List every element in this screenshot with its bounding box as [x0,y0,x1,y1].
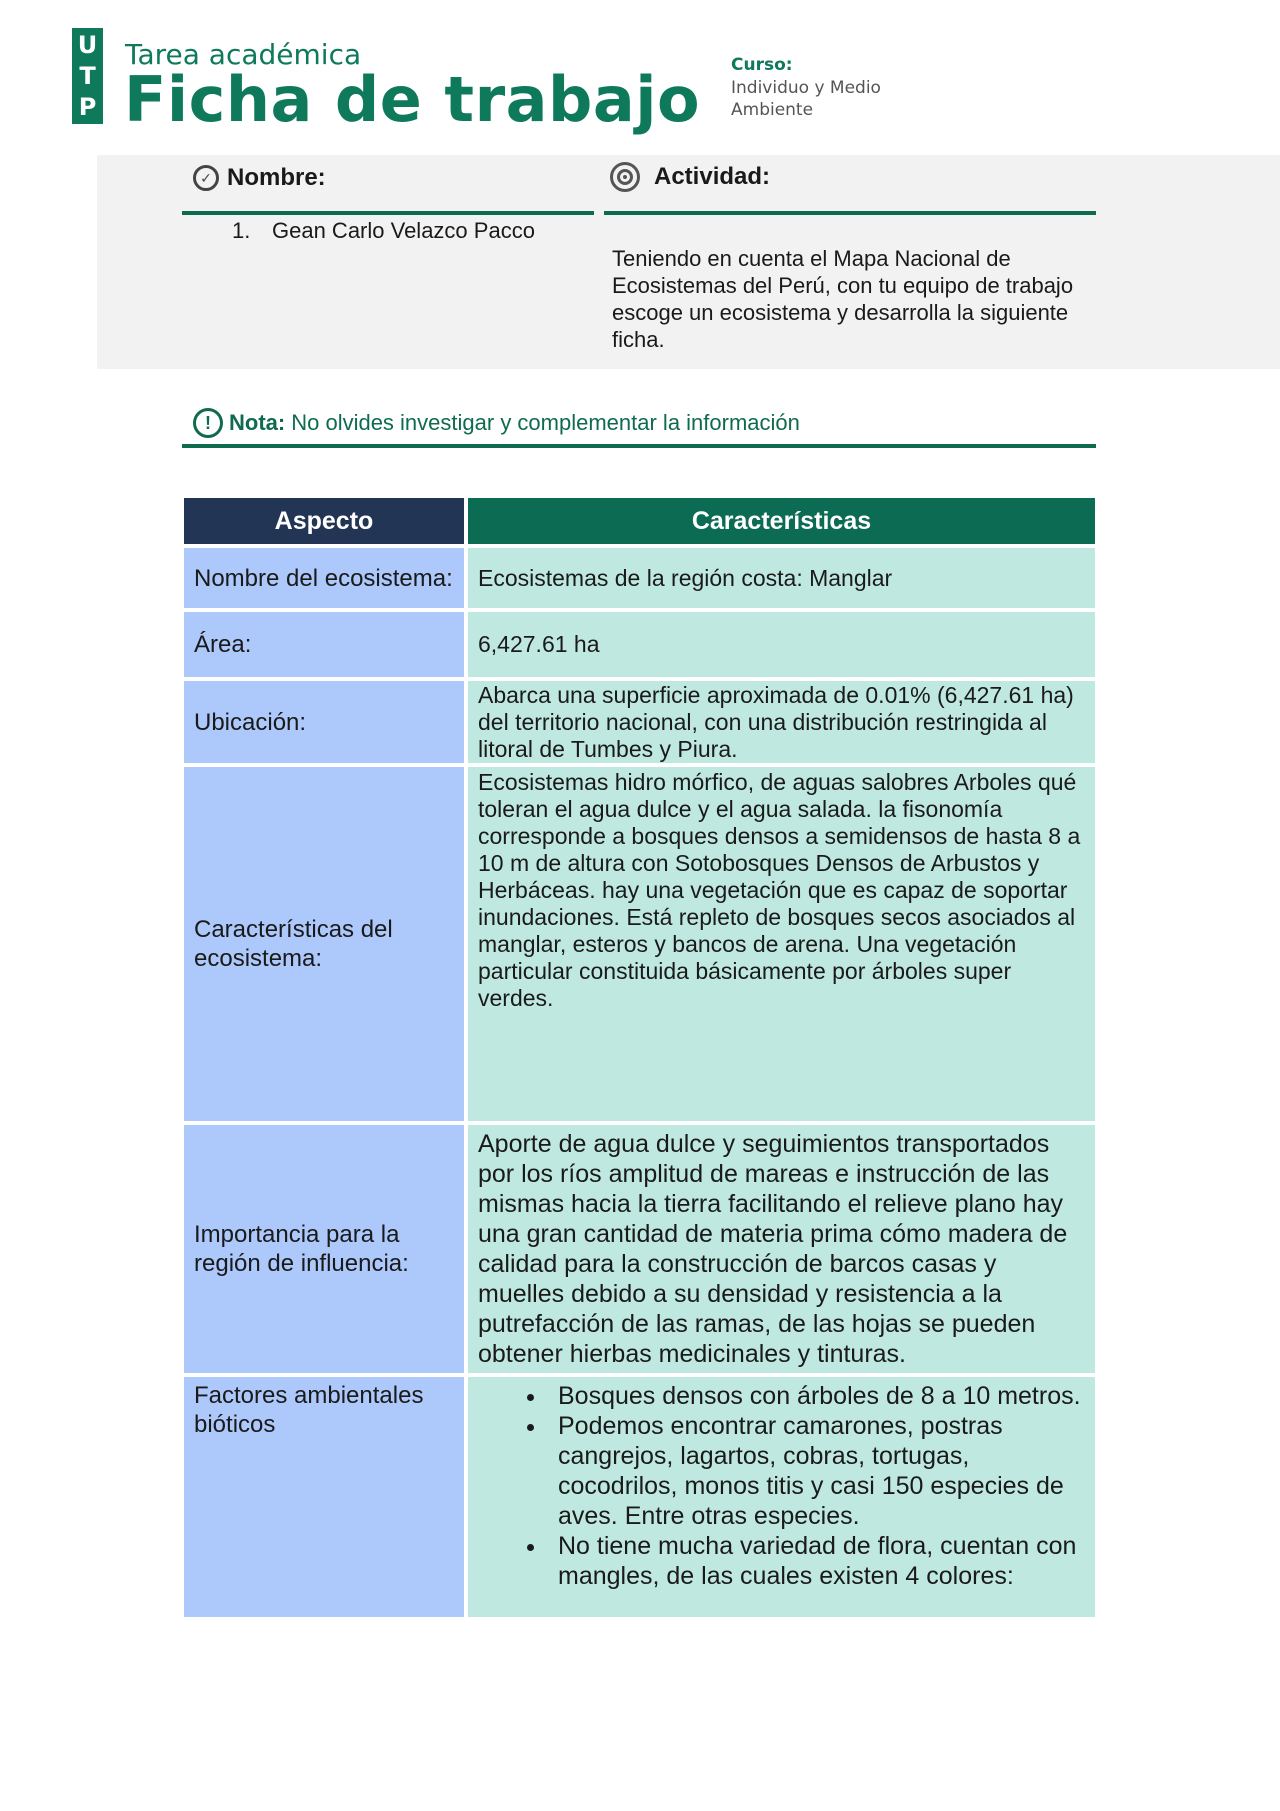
logo-letter: U [77,31,98,59]
name-number: 1. [232,218,251,243]
table-row [184,1377,1095,1617]
table-row [184,612,1095,677]
value-cell [468,1377,1095,1617]
aspect-cell: Factores ambientales bióticos [184,1377,464,1617]
name-divider [182,211,594,215]
table-row [184,767,1095,1121]
header-aspect: Aspecto [184,498,464,544]
biotic-factors-list [468,1381,1085,1591]
name-list-item [232,218,535,244]
aspect-cell: Nombre del ecosistema: [184,548,464,608]
activity-divider [604,211,1096,215]
logo-letter: T [79,62,96,90]
value-cell: Ecosistemas hidro mórfico, de aguas salobres Arboles qué toleran el agua dulce y el agua salada. la fisonomía corresponde a bosques densos a semidensos de hasta 8 a 10 m de altura con Sotobosques Densos de Arbustos y Herbáceas. hay una vegetación que es capaz de soportar inundaciones. Está repleto de bosques secos asociados al manglar, esteros y bancos de arena. Una vegetación particular constituida básicamente por árboles super verdes. [468,767,1095,1121]
note-divider [182,444,1096,448]
document-subtitle: Tarea académica [125,38,362,71]
target-icon [610,162,640,192]
aspect-cell: Área: [184,612,464,677]
logo-letter: P [78,93,97,121]
table-row [184,548,1095,608]
exclamation-icon: ! [193,408,223,438]
ecosystem-table [184,498,1095,1621]
value-cell: Aporte de agua dulce y seguimientos transportados por los ríos amplitud de mareas e instrucción de las mismas hacia la tierra facilitando el relieve plano hay una gran cantidad de materia prima cómo madera de calidad para la construcción de barcos casas y muelles debido a su densidad y resistencia a la putrefacción de las ramas, de las hojas se pueden obtener hierbas medicinales y tinturas. [468,1125,1095,1373]
table-row [184,1125,1095,1373]
value-cell: Abarca una superficie aproximada de 0.01% (6,427.61 ha) del territorio nacional, con una distribución restringida al litoral de Tumbes y Piura. [468,681,1095,763]
header-characteristics: Características [468,498,1095,544]
activity-text: Teniendo en cuenta el Mapa Nacional de Ecosistemas del Perú, con tu equipo de trabajo escoge un ecosistema y desarrolla la siguiente ficha. [612,246,1074,352]
document-title: Ficha de trabajo [124,63,701,136]
value-cell: 6,427.61 ha [468,612,1095,677]
name-heading [193,164,326,192]
aspect-cell: Ubicación: [184,681,464,763]
check-badge-icon: ✓ [193,165,219,191]
activity-label: Actividad: [654,163,771,190]
table-header-row [184,498,1095,544]
note-label: Nota: [229,410,286,435]
course-name: Individuo y Medio Ambiente [731,78,881,120]
student-name: Gean Carlo Velazco Pacco [272,218,535,243]
value-cell: Ecosistemas de la región costa: Manglar [468,548,1095,608]
aspect-cell: Características del ecosistema: [184,767,464,1121]
activity-heading [610,162,770,192]
list-item: • No tiene mucha variedad de flora, cuentan con mangles, de las cuales existen 4 colores: [548,1531,1085,1591]
utp-logo [72,28,103,124]
aspect-cell: Importancia para la región de influencia: [184,1125,464,1373]
note [193,408,800,438]
list-item: • Podemos encontrar camarones, postras cangrejos, lagartos, cobras, tortugas, cocodrilos, monos titis y casi 150 especies de aves. Entre otras especies. [548,1411,1085,1531]
name-label: Nombre: [227,164,326,191]
table-row [184,681,1095,763]
course-label: Curso: [731,55,793,75]
list-item: • Bosques densos con árboles de 8 a 10 metros. [548,1381,1085,1411]
note-text: No olvides investigar y complementar la información [291,410,800,435]
